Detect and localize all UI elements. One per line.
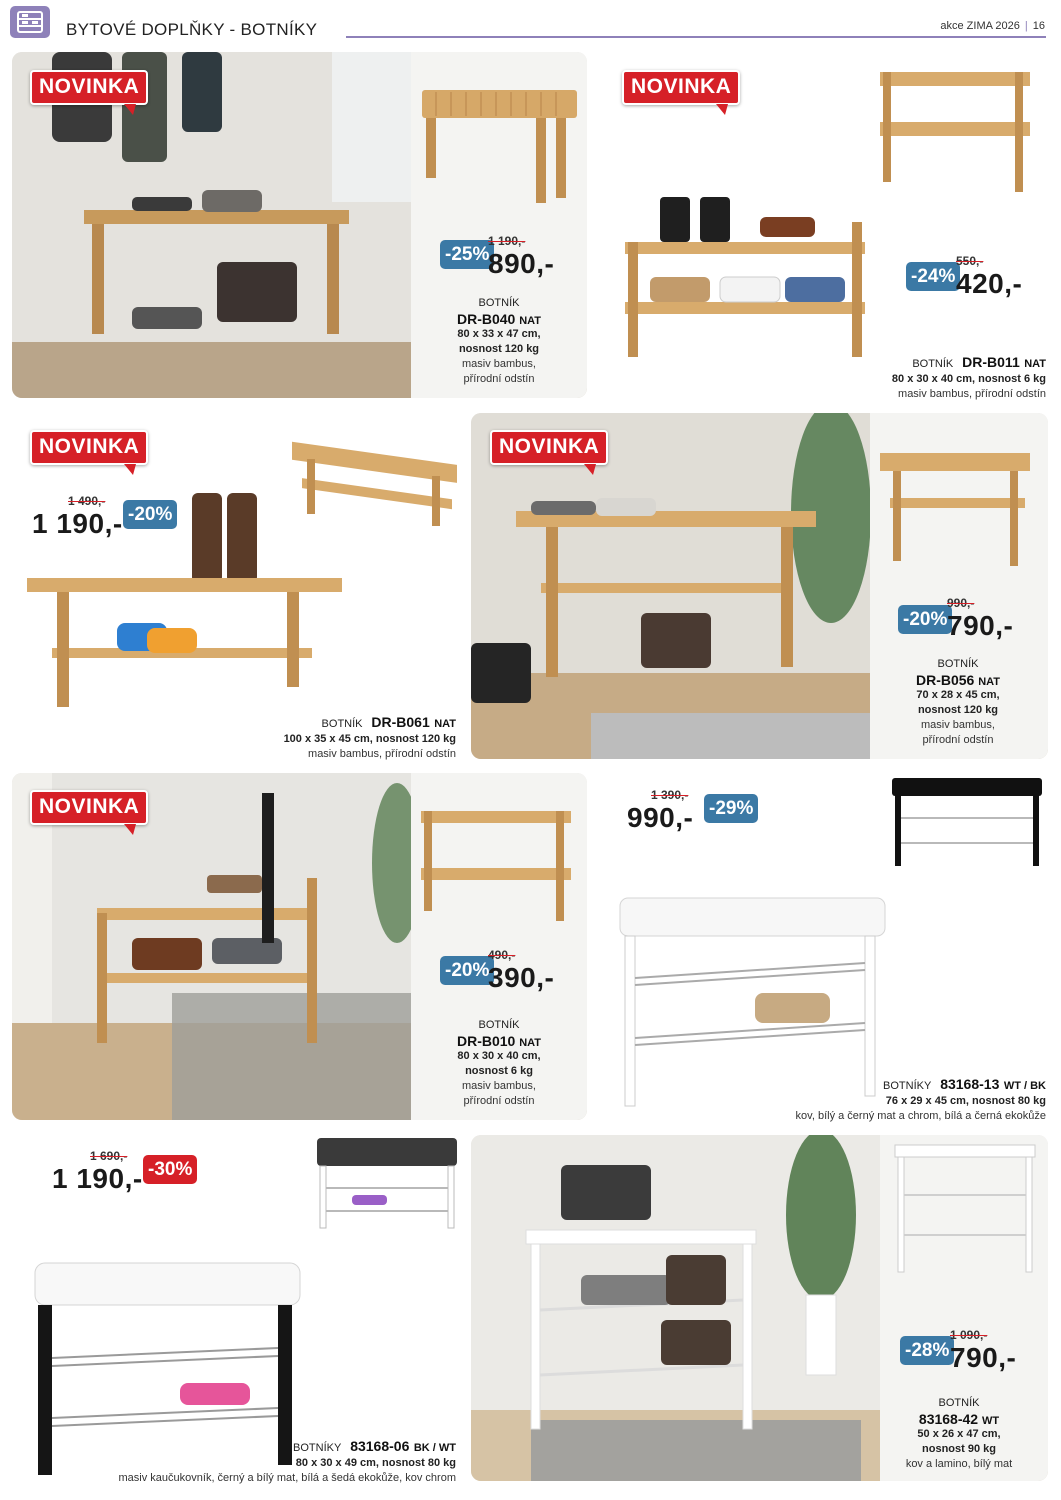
new-badge: NOVINKA [30,430,148,465]
product-cutout [890,1140,1040,1280]
product-color: přírodní odstín [463,1095,535,1107]
product-dims: 100 x 35 x 45 cm, nosnost 120 kg [283,733,456,745]
old-price: 1 190,- [488,234,526,248]
product-material: masiv bambus, přírodní odstín [898,388,1046,400]
product-color: přírodní odstín [463,373,535,385]
product-info [210,714,456,762]
new-price: 390,- [488,962,555,993]
product-photo [12,773,412,1120]
old-price: 1 490,- [68,494,106,508]
product-material: masiv kaučukovník, černý a bílý mat, bílá a šedá ekokůže, kov chrom [118,1472,456,1484]
discount-badge: -20% [898,605,952,634]
old-price: 490,- [488,948,516,962]
product-card-dr-b061[interactable] [12,413,462,763]
discount-badge: -24% [906,262,960,291]
campaign-info: akce ZIMA 2026 | 16 [940,20,1045,32]
product-dims: 80 x 30 x 49 cm, nosnost 80 kg [295,1457,456,1469]
product-title-row: BOTNÍK DR-B011 NAT [912,354,1046,370]
new-badge: NOVINKA [490,430,608,465]
old-price: 550,- [956,254,984,268]
product-material: masiv bambus, [462,1080,536,1092]
product-code: DR-B056 NAT [915,672,1001,688]
product-title-row: BOTNÍKY 83168-06 BK / WT [293,1438,456,1454]
product-photo [620,192,880,362]
product-material: kov a lamino, bílý mat [905,1458,1013,1470]
new-price: 1 190,- [32,508,123,539]
product-info [690,1076,1046,1124]
new-price: 790,- [950,1342,1017,1373]
product-load: nosnost 90 kg [922,1443,996,1455]
product-material: masiv bambus, přírodní odstín [308,748,456,760]
campaign-name: akce ZIMA 2026 [940,20,1020,32]
page-number: 16 [1032,20,1045,32]
product-label: BOTNÍK [937,658,979,670]
product-dims: 80 x 30 x 40 cm, [457,1050,541,1062]
product-title-row: BOTNÍK DR-B061 NAT [321,714,456,730]
product-info [423,1018,575,1109]
product-info [880,657,1036,748]
discount-badge: -28% [900,1336,954,1365]
product-cutout [875,423,1040,573]
discount-badge: -20% [123,500,177,529]
product-load: nosnost 120 kg [458,343,540,355]
new-price: 790,- [947,610,1014,641]
old-price: 1 390,- [651,788,689,802]
product-label: BOTNÍK [478,297,520,309]
product-info [882,1396,1036,1472]
old-price: 1 690,- [90,1149,128,1163]
product-material: masiv bambus, [921,719,995,731]
product-title-row: BOTNÍKY 83168-13 WT / BK [883,1076,1046,1092]
product-load: nosnost 120 kg [917,704,999,716]
product-material: kov, bílý a černý mat a chrom, bílá a černá ekokůže [795,1110,1046,1122]
product-dims: 76 x 29 x 45 cm, nosnost 80 kg [885,1095,1046,1107]
product-info [800,354,1046,402]
old-price: 990,- [947,596,975,610]
page-title: BYTOVÉ DOPLŇKY - BOTNÍKY [66,20,318,39]
product-cutout [875,62,1035,192]
new-price: 420,- [956,268,1023,299]
new-badge: NOVINKA [30,70,148,105]
product-cutout [887,773,1047,873]
product-dims: 80 x 30 x 40 cm, nosnost 6 kg [891,373,1046,385]
product-info [20,1438,456,1486]
old-price: 1 090,- [950,1328,988,1342]
product-cutout [416,783,581,923]
new-badge: NOVINKA [622,70,740,105]
product-label: BOTNÍK [478,1019,520,1031]
product-dims: 70 x 28 x 45 cm, [916,689,1000,701]
product-dims: 50 x 26 x 47 cm, [917,1428,1001,1440]
new-price: 890,- [488,248,555,279]
product-color: přírodní odstín [922,734,994,746]
discount-badge: -29% [704,794,758,823]
product-code: DR-B010 NAT [456,1033,542,1049]
product-code: DR-B040 NAT [456,311,542,327]
product-load: nosnost 6 kg [465,1065,533,1077]
header-divider [346,36,1046,38]
new-price: 990,- [627,802,694,833]
product-code: 83168-42 WT [918,1411,1000,1427]
shoe-rack-icon [17,11,43,33]
product-material: masiv bambus, [462,358,536,370]
product-cutout [416,60,581,210]
discount-badge: -20% [440,956,494,985]
discount-badge: -25% [440,240,494,269]
product-cutout [312,1133,462,1233]
new-price: 1 190,- [52,1163,143,1194]
new-badge: NOVINKA [30,790,148,825]
discount-badge: -30% [143,1155,197,1184]
product-photo [471,1135,881,1481]
product-info [423,296,575,387]
product-label: BOTNÍK [938,1397,980,1409]
category-icon [10,6,50,38]
product-dims: 80 x 33 x 47 cm, [457,328,541,340]
